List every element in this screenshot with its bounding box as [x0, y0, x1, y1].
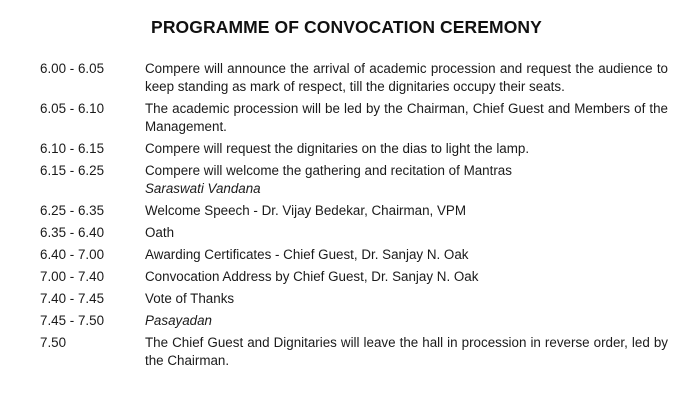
schedule-description: The Chief Guest and Dignitaries will leave the hall in procession in reverse order, led by the Chairman.: [145, 335, 668, 368]
schedule-time: 7.00 - 7.40: [40, 269, 105, 284]
schedule-description: Oath: [145, 225, 175, 240]
schedule-description-block: [145, 162, 668, 198]
schedule-row: [40, 140, 668, 158]
schedule-row: [40, 312, 668, 330]
schedule-description-italic: Pasayadan: [145, 313, 213, 328]
schedule-time: 7.40 - 7.45: [40, 291, 105, 306]
schedule-description: Convocation Address by Chief Guest, Dr. Sanjay N. Oak: [145, 269, 479, 284]
schedule-description: Vote of Thanks: [145, 291, 235, 306]
schedule-row: [40, 246, 668, 264]
schedule-row: [40, 162, 668, 198]
schedule-description: Compere will welcome the gathering and recitation of Mantras: [145, 163, 512, 178]
schedule-time: 7.50: [40, 335, 67, 350]
schedule-row: [40, 334, 668, 370]
schedule-time: 6.05 - 6.10: [40, 101, 105, 116]
schedule-time: 7.45 - 7.50: [40, 313, 105, 328]
schedule-time: 6.35 - 6.40: [40, 225, 105, 240]
schedule-description-italic: Saraswati Vandana: [145, 181, 261, 196]
programme-schedule: [40, 60, 668, 374]
schedule-row: [40, 60, 668, 96]
schedule-row: [40, 224, 668, 242]
schedule-description: Compere will announce the arrival of academic procession and request the audience to keep standing as mark of respect, till the dignitaries occupy their seats.: [145, 61, 668, 94]
page-title: PROGRAMME OF CONVOCATION CEREMONY: [151, 17, 542, 37]
schedule-description: Compere will request the dignitaries on the dias to light the lamp.: [145, 141, 530, 156]
schedule-time: 6.10 - 6.15: [40, 141, 105, 156]
schedule-row: [40, 290, 668, 308]
schedule-time: 6.15 - 6.25: [40, 163, 105, 178]
schedule-description: Awarding Certificates - Chief Guest, Dr. Sanjay N. Oak: [145, 247, 469, 262]
schedule-time: 6.00 - 6.05: [40, 61, 105, 76]
schedule-description: The academic procession will be led by the Chairman, Chief Guest and Members of the Management.: [145, 101, 668, 134]
schedule-description: Welcome Speech - Dr. Vijay Bedekar, Chairman, VPM: [145, 203, 467, 218]
schedule-time: 6.25 - 6.35: [40, 203, 105, 218]
schedule-row: [40, 268, 668, 286]
schedule-time: 6.40 - 7.00: [40, 247, 105, 262]
schedule-row: [40, 202, 668, 220]
schedule-row: [40, 100, 668, 136]
